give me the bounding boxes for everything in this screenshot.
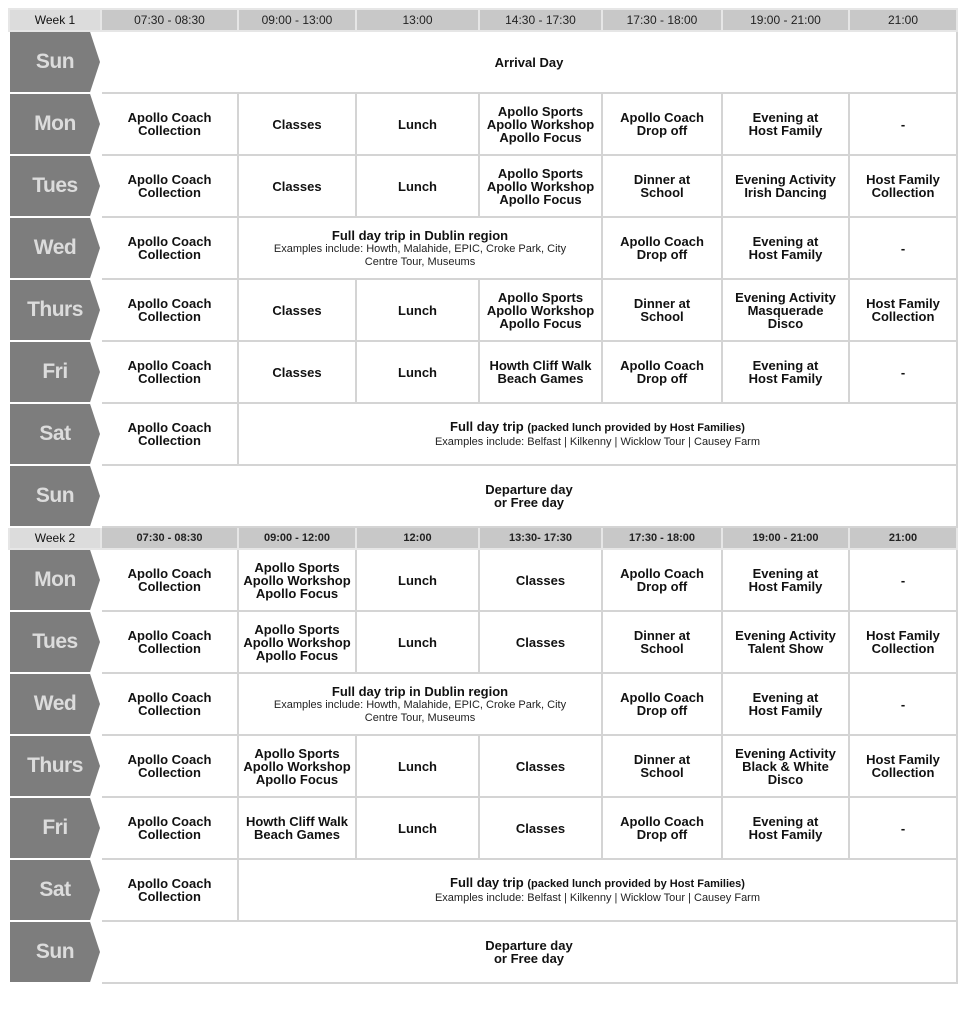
departure-cell — [101, 465, 957, 527]
empty-dash-cell: - — [849, 217, 957, 279]
cell-line: Talent Show — [747, 641, 824, 656]
cell-line: Host Family — [748, 247, 823, 262]
cell-line: Drop off — [636, 579, 688, 594]
day-label — [9, 465, 101, 527]
classes-cell: Classes — [479, 549, 602, 611]
cell-line: Evening Activity — [735, 172, 836, 187]
cell-line: Evening at — [752, 234, 819, 249]
day-label — [9, 93, 101, 155]
week1-time-slot-3: 13:00 — [356, 9, 479, 31]
trip-note-paren: (packed lunch provided by Host Families) — [527, 878, 745, 890]
lunch-cell: Lunch — [356, 735, 479, 797]
cell-line: Dinner at — [633, 628, 691, 643]
cell-line: Apollo Focus — [499, 315, 582, 331]
cell-line: Drop off — [636, 123, 688, 138]
cell-line: Host Family — [866, 628, 940, 643]
trip-note: Examples include: Howth, Malahide, EPIC, Croke Park, City — [273, 242, 567, 255]
cell-line: Apollo Workshop — [486, 178, 595, 194]
trip-note: Examples include: Howth, Malahide, EPIC, Croke Park, City — [273, 698, 567, 711]
classes-cell: Classes — [479, 611, 602, 673]
cell-line: Departure day — [485, 482, 573, 497]
week2-label: Week 2 — [9, 527, 101, 549]
cell-line: Apollo Sports — [254, 745, 340, 761]
cell-line: Collection — [871, 185, 935, 200]
cell-line: Evening at — [752, 566, 819, 581]
evening-host-cell — [722, 673, 849, 735]
classes-cell: Classes — [479, 735, 602, 797]
day-label — [9, 31, 101, 93]
cell-line: Dinner at — [633, 752, 691, 767]
cell-line: Apollo Sports — [497, 103, 584, 119]
cell-line: Apollo Sports — [254, 621, 340, 637]
apollo-activities-cell — [479, 155, 602, 217]
classes-cell: Classes — [479, 797, 602, 859]
trip-note: Centre Tour, Museums — [364, 255, 476, 268]
day-label — [9, 341, 101, 403]
day-name: Sun — [35, 940, 75, 963]
day-name: Mon — [34, 112, 76, 135]
cell-line: Apollo Sports — [497, 289, 584, 305]
week2-time-slot-4: 13:30- 17:30 — [479, 527, 602, 549]
cell-line: Collection — [138, 641, 201, 656]
cell-line: Apollo Focus — [499, 191, 582, 207]
cell-line: Evening Activity — [735, 289, 836, 305]
empty-dash-cell: - — [849, 797, 957, 859]
week2-row-thurs — [9, 735, 957, 797]
cell-line: Drop off — [636, 371, 688, 386]
cell-line: Drop off — [636, 827, 688, 842]
coach-dropoff-cell — [602, 217, 722, 279]
day-label — [9, 611, 101, 673]
coach-collection-cell — [101, 403, 238, 465]
week1-row-fri — [9, 341, 957, 403]
cell-line: Collection — [871, 765, 935, 780]
cell-line: Apollo Workshop — [243, 634, 351, 650]
week1-row-wed — [9, 217, 957, 279]
lunch-cell: Lunch — [356, 549, 479, 611]
apollo-activities-cell — [238, 735, 356, 797]
week2-time-slot-5: 17:30 - 18:00 — [602, 527, 722, 549]
lunch-cell: Lunch — [356, 797, 479, 859]
coach-collection-cell — [101, 797, 238, 859]
cell-line: Beach Games — [497, 371, 584, 386]
cell-line: Apollo Focus — [255, 771, 339, 787]
cell-line: Apollo Coach — [127, 358, 212, 373]
trip-title: Full day trip in Dublin region — [331, 683, 509, 699]
coach-dropoff-cell — [602, 93, 722, 155]
trip-title — [241, 875, 954, 892]
week1-row-sun-departure — [9, 465, 957, 527]
day-label — [9, 921, 101, 983]
cell-line: Collection — [138, 247, 201, 262]
cell-line: Apollo Focus — [499, 129, 582, 145]
cell-line: Host Family — [748, 579, 823, 594]
classes-cell: Classes — [238, 155, 356, 217]
day-name: Sun — [35, 50, 75, 73]
cell-line: Host Family — [748, 371, 823, 386]
cell-line: Apollo Coach — [620, 110, 704, 125]
cell-line: Evening at — [752, 110, 819, 125]
week2-time-slot-7: 21:00 — [849, 527, 957, 549]
cell-line: Dinner at — [633, 296, 691, 311]
cell-line: Evening at — [752, 814, 819, 829]
week2-time-slot-3: 12:00 — [356, 527, 479, 549]
day-label — [9, 797, 101, 859]
week2-time-slot-2: 09:00 - 12:00 — [238, 527, 356, 549]
cell-line: Host Family — [748, 827, 823, 842]
cell-line: Apollo Workshop — [243, 758, 351, 774]
week1-time-slot-4: 14:30 - 17:30 — [479, 9, 602, 31]
dinner-school-cell — [602, 155, 722, 217]
dinner-school-cell — [602, 279, 722, 341]
cell-line: Apollo Coach — [620, 234, 704, 249]
cell-line: Apollo Coach — [127, 628, 212, 643]
cell-line: Apollo Sports — [254, 559, 340, 575]
day-label — [9, 735, 101, 797]
cell-line: Host Family — [866, 172, 940, 187]
cell-line: Apollo Workshop — [243, 572, 351, 588]
day-name: Tues — [32, 630, 78, 653]
lunch-cell: Lunch — [356, 155, 479, 217]
day-name: Thurs — [27, 298, 83, 321]
cell-line: Beach Games — [254, 827, 340, 842]
week2-row-wed — [9, 673, 957, 735]
day-name: Sun — [35, 484, 75, 507]
trip-note-paren: (packed lunch provided by Host Families) — [527, 422, 745, 434]
week1-time-slot-7: 21:00 — [849, 9, 957, 31]
week1-row-sat — [9, 403, 957, 465]
cell-line: Apollo Coach — [620, 358, 704, 373]
lunch-cell: Lunch — [356, 611, 479, 673]
cell-line: Evening Activity — [735, 628, 836, 643]
day-name: Tues — [32, 174, 78, 197]
trip-title-text: Full day trip — [450, 419, 524, 434]
cell-line: Apollo Coach — [127, 420, 212, 435]
cell-line: Collection — [138, 703, 201, 718]
cell-line: Host Family — [748, 703, 823, 718]
cell-line: Evening at — [752, 358, 819, 373]
week2-row-tues — [9, 611, 957, 673]
cell-line: Collection — [138, 185, 201, 200]
host-collection-cell — [849, 611, 957, 673]
lunch-cell: Lunch — [356, 93, 479, 155]
trip-note: Examples include: Belfast | Kilkenny | Wicklow Tour | Causey Farm — [434, 892, 761, 904]
week1-row-mon — [9, 93, 957, 155]
cell-line: Apollo Focus — [255, 585, 339, 601]
coach-collection-cell — [101, 549, 238, 611]
week1-header-row — [9, 9, 957, 31]
week1-row-tues — [9, 155, 957, 217]
cell-line: Collection — [138, 889, 201, 904]
cell-line: Apollo Coach — [620, 566, 704, 581]
apollo-activities-cell — [479, 279, 602, 341]
evening-activity-cell — [722, 611, 849, 673]
day-label — [9, 549, 101, 611]
week1-time-slot-5: 17:30 - 18:00 — [602, 9, 722, 31]
day-name: Fri — [42, 360, 68, 383]
cell-line: Collection — [871, 641, 935, 656]
dublin-trip-cell — [238, 673, 602, 735]
coach-collection-cell — [101, 155, 238, 217]
week1-time-slot-6: 19:00 - 21:00 — [722, 9, 849, 31]
day-label — [9, 155, 101, 217]
cell-line: or Free day — [493, 951, 565, 966]
cell-line: Howth Cliff Walk — [489, 358, 592, 373]
day-label — [9, 859, 101, 921]
cell-line: Host Family — [748, 123, 823, 138]
coach-dropoff-cell — [602, 673, 722, 735]
coach-collection-cell — [101, 673, 238, 735]
cell-line: Collection — [138, 371, 201, 386]
coach-collection-cell — [101, 735, 238, 797]
host-collection-cell — [849, 279, 957, 341]
evening-host-cell — [722, 341, 849, 403]
host-collection-cell — [849, 735, 957, 797]
day-name: Mon — [34, 568, 76, 591]
evening-host-cell — [722, 549, 849, 611]
week2-time-slot-6: 19:00 - 21:00 — [722, 527, 849, 549]
cell-line: School — [640, 641, 684, 656]
coach-collection-cell — [101, 859, 238, 921]
cell-line: Evening Activity — [735, 745, 836, 761]
week2-header-row — [9, 527, 957, 549]
week1-label: Week 1 — [9, 9, 101, 31]
day-name: Fri — [42, 816, 68, 839]
coach-collection-cell — [101, 217, 238, 279]
week1-time-slot-1: 07:30 - 08:30 — [101, 9, 238, 31]
cell-line: Apollo Coach — [127, 752, 212, 767]
coach-collection-cell — [101, 611, 238, 673]
cell-line: Host Family — [866, 296, 940, 311]
cell-line: Apollo Coach — [620, 814, 704, 829]
classes-cell: Classes — [238, 341, 356, 403]
evening-host-cell — [722, 93, 849, 155]
apollo-activities-cell — [479, 93, 602, 155]
cell-line: Departure day — [485, 938, 573, 953]
week2-row-sat — [9, 859, 957, 921]
coach-dropoff-cell — [602, 549, 722, 611]
schedule-table — [8, 8, 958, 984]
coach-dropoff-cell — [602, 797, 722, 859]
cell-line: Collection — [138, 579, 201, 594]
cell-line: Collection — [138, 827, 201, 842]
cell-line: Disco — [767, 315, 804, 331]
cell-line: Drop off — [636, 247, 688, 262]
cell-line: Black & White — [742, 758, 829, 774]
day-name: Sat — [39, 878, 71, 901]
departure-cell — [101, 921, 957, 983]
apollo-activities-cell — [238, 611, 356, 673]
evening-host-cell — [722, 217, 849, 279]
lunch-cell: Lunch — [356, 279, 479, 341]
cell-line: Collection — [138, 123, 201, 138]
evening-activity-cell — [722, 279, 849, 341]
cell-line: Apollo Coach — [127, 234, 212, 249]
cell-line: Collection — [138, 309, 201, 324]
empty-dash-cell: - — [849, 549, 957, 611]
day-label — [9, 673, 101, 735]
empty-dash-cell: - — [849, 673, 957, 735]
week1-row-sun — [9, 31, 957, 93]
classes-cell: Classes — [238, 93, 356, 155]
cell-line: Apollo Coach — [127, 814, 212, 829]
dinner-school-cell — [602, 611, 722, 673]
cell-line: Apollo Coach — [127, 690, 212, 705]
evening-activity-cell — [722, 155, 849, 217]
apollo-activities-cell — [238, 549, 356, 611]
saturday-trip-cell — [238, 859, 957, 921]
cell-line: Apollo Coach — [127, 876, 212, 891]
cell-line: Apollo Sports — [497, 165, 584, 181]
cell-line: Apollo Focus — [255, 647, 339, 663]
cell-line: School — [640, 185, 684, 200]
cell-line: Collection — [138, 433, 201, 448]
cell-line: Apollo Coach — [127, 566, 212, 581]
week2-row-mon — [9, 549, 957, 611]
day-label — [9, 217, 101, 279]
cell-line: Apollo Coach — [127, 172, 212, 187]
cell-line: Apollo Coach — [620, 690, 704, 705]
coach-collection-cell — [101, 341, 238, 403]
day-name: Sat — [39, 422, 71, 445]
coach-collection-cell — [101, 93, 238, 155]
cell-line: Apollo Workshop — [486, 302, 595, 318]
coach-dropoff-cell — [602, 341, 722, 403]
cell-line: Apollo Coach — [127, 110, 212, 125]
dublin-trip-cell — [238, 217, 602, 279]
cell-line: Howth Cliff Walk — [245, 814, 349, 829]
trip-title — [241, 419, 954, 436]
week1-row-thurs — [9, 279, 957, 341]
cell-line: Dinner at — [633, 172, 691, 187]
cell-line: Apollo Coach — [127, 296, 212, 311]
saturday-trip-cell — [238, 403, 957, 465]
day-name: Wed — [33, 692, 77, 715]
host-collection-cell — [849, 155, 957, 217]
week2-row-fri — [9, 797, 957, 859]
day-name: Thurs — [27, 754, 83, 777]
trip-note: Centre Tour, Museums — [364, 711, 476, 724]
cell-line: School — [640, 309, 684, 324]
cell-line: Disco — [767, 771, 804, 787]
howth-walk-cell — [238, 797, 356, 859]
trip-title: Full day trip in Dublin region — [331, 227, 509, 243]
coach-collection-cell — [101, 279, 238, 341]
evening-host-cell — [722, 797, 849, 859]
empty-dash-cell: - — [849, 93, 957, 155]
cell-line: Masquerade — [747, 302, 824, 318]
day-name: Wed — [33, 236, 77, 259]
trip-note: Examples include: Belfast | Kilkenny | Wicklow Tour | Causey Farm — [434, 436, 761, 448]
empty-dash-cell: - — [849, 341, 957, 403]
day-label — [9, 279, 101, 341]
cell-line: Host Family — [866, 752, 940, 767]
cell-line: Evening at — [752, 690, 819, 705]
howth-walk-cell — [479, 341, 602, 403]
lunch-cell: Lunch — [356, 341, 479, 403]
arrival-day-cell: Arrival Day — [101, 31, 957, 93]
dinner-school-cell — [602, 735, 722, 797]
evening-activity-cell — [722, 735, 849, 797]
cell-line: or Free day — [493, 495, 565, 510]
trip-title-text: Full day trip — [450, 875, 524, 890]
cell-line: Collection — [138, 765, 201, 780]
cell-line: School — [640, 765, 684, 780]
cell-line: Collection — [871, 309, 935, 324]
cell-line: Irish Dancing — [744, 185, 827, 200]
week1-time-slot-2: 09:00 - 13:00 — [238, 9, 356, 31]
cell-line: Apollo Workshop — [486, 116, 595, 132]
cell-line: Drop off — [636, 703, 688, 718]
day-label — [9, 403, 101, 465]
classes-cell: Classes — [238, 279, 356, 341]
week2-time-slot-1: 07:30 - 08:30 — [101, 527, 238, 549]
week2-row-sun — [9, 921, 957, 983]
